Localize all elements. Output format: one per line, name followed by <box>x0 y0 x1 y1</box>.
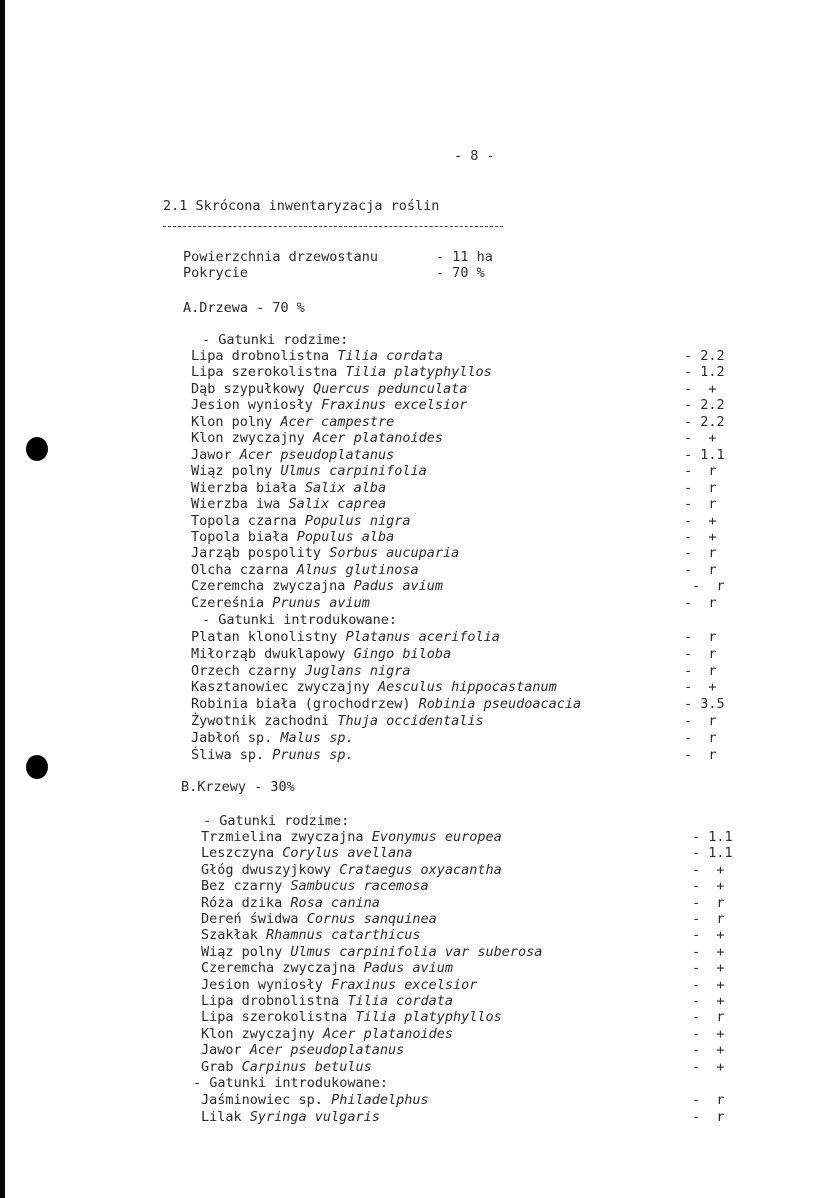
species-abundance-value: - + <box>684 380 717 397</box>
shrubs-native-heading: - Gatunki rodzime: <box>203 813 350 829</box>
species-common-name: Głóg dwuszyjkowy <box>201 861 332 878</box>
species-common-name: Dąb szypułkowy <box>191 380 305 397</box>
species-common-name: Klon polny <box>191 413 273 430</box>
species-common-name: Platan klonolistny <box>191 629 338 645</box>
species-row <box>191 397 467 414</box>
coverage-label: Pokrycie <box>183 265 249 281</box>
species-common-name: Dereń świdwa <box>201 911 299 927</box>
species-common-name: Wiąz polny <box>201 943 283 960</box>
species-abundance-value: - r <box>684 479 717 496</box>
species-latin-name: Padus avium <box>363 960 453 977</box>
species-common-name: Orzech czarny <box>191 662 297 679</box>
species-abundance-value: - r <box>692 911 725 927</box>
species-latin-name: Thuja occidentalis <box>337 713 484 729</box>
species-latin-name: Malus sp. <box>280 729 354 746</box>
species-latin-name: Juglans nigra <box>304 662 411 679</box>
area-label: Powierzchnia drzewostanu <box>183 249 379 265</box>
species-abundance-value: - r <box>684 561 717 578</box>
species-abundance-value: - r <box>684 746 717 763</box>
species-abundance-value: - + <box>684 528 717 545</box>
species-abundance-value: - 3.5 <box>684 696 725 713</box>
species-abundance-value: - 2.2 <box>684 397 725 414</box>
species-abundance-value: - 1.1 <box>684 446 725 463</box>
species-latin-name: Sorbus aucuparia <box>329 545 460 562</box>
species-row <box>201 1059 372 1076</box>
species-abundance-value: - + <box>692 878 725 895</box>
section-title-underline <box>163 226 503 227</box>
species-row <box>191 578 443 595</box>
species-latin-name: Philadelphus <box>331 1092 429 1108</box>
species-row <box>201 960 453 977</box>
species-abundance-value: - + <box>692 927 725 944</box>
species-latin-name: Salix caprea <box>288 496 387 513</box>
species-row <box>191 430 443 447</box>
species-common-name: Trzmielina zwyczajna <box>201 829 364 845</box>
species-row <box>191 713 484 730</box>
species-latin-name: Evonymus europea <box>371 829 502 845</box>
species-latin-name: Populus alba <box>296 528 395 545</box>
species-common-name: Jabłoń sp. <box>191 729 273 746</box>
species-latin-name: Gingo biloba <box>353 645 452 662</box>
species-row <box>201 845 412 862</box>
species-common-name: Wierzba biała <box>191 479 297 496</box>
species-row <box>201 993 453 1010</box>
species-common-name: Żywotnik zachodni <box>191 713 330 729</box>
species-row <box>201 829 502 846</box>
species-abundance-value: - + <box>692 993 725 1009</box>
species-abundance-value: - r <box>692 1108 725 1125</box>
species-latin-name: Corylus avellana <box>282 845 413 862</box>
species-abundance-value: - r <box>684 629 717 645</box>
species-common-name: Jesion wyniosły <box>191 397 313 414</box>
species-abundance-value: - r <box>684 496 717 513</box>
species-row <box>201 911 437 928</box>
species-latin-name: Acer platanoides <box>312 430 443 447</box>
species-row <box>191 562 419 579</box>
punch-hole-top <box>26 437 48 461</box>
species-abundance-value: - 1.1 <box>692 829 733 845</box>
species-abundance-value: - + <box>684 430 717 447</box>
species-abundance-value: - + <box>684 512 717 529</box>
species-abundance-value: - r <box>684 713 717 729</box>
species-abundance-value: - + <box>692 1025 725 1042</box>
species-latin-name: Padus avium <box>353 578 443 595</box>
species-common-name: Lilak <box>201 1108 242 1125</box>
species-latin-name: Fraxinus excelsior <box>331 976 478 993</box>
page-number: - 8 - <box>454 148 495 164</box>
species-common-name: Lipa drobnolistna <box>201 993 340 1009</box>
species-common-name: Czeremcha zwyczajna <box>191 578 346 595</box>
species-common-name: Czeremcha zwyczajna <box>201 960 356 977</box>
species-latin-name: Robinia pseudoacacia <box>418 696 582 713</box>
species-row <box>191 595 370 612</box>
species-row <box>191 513 410 530</box>
shrubs-heading: B.Krzewy - 30% <box>181 779 295 795</box>
species-abundance-value: - r <box>692 1009 725 1026</box>
species-latin-name: Sambucus racemosa <box>290 878 429 895</box>
species-latin-name: Tilia platyphyllos <box>345 364 492 381</box>
species-common-name: Olcha czarna <box>191 561 289 578</box>
species-row <box>191 629 500 646</box>
species-common-name: Jawor <box>191 446 232 463</box>
species-row <box>191 364 492 381</box>
species-latin-name: Quercus pedunculata <box>312 380 468 397</box>
species-common-name: Lipa szerokolistna <box>191 364 338 381</box>
species-abundance-value: - 2.2 <box>684 348 725 364</box>
species-abundance-value: - r <box>684 729 717 746</box>
species-latin-name: Salix alba <box>304 479 387 496</box>
species-row <box>201 944 542 961</box>
species-row <box>201 878 429 895</box>
species-row <box>191 381 467 398</box>
species-common-name: Kasztanowiec zwyczajny <box>191 679 370 696</box>
species-abundance-value: - + <box>692 1058 725 1075</box>
species-latin-name: Platanus acerifolia <box>345 629 500 645</box>
area-value: - 11 ha <box>436 249 493 265</box>
species-common-name: Śliwa sp. <box>191 746 265 763</box>
species-common-name: Wierzba iwa <box>191 496 281 513</box>
species-row <box>191 480 386 497</box>
punch-hole-bottom <box>26 755 48 779</box>
species-row <box>191 529 394 546</box>
species-latin-name: Alnus glutinosa <box>296 561 419 578</box>
species-latin-name: Rhamnus catarthicus <box>266 927 421 944</box>
species-abundance-value: - r <box>684 594 717 611</box>
species-common-name: Róża dzika <box>201 894 283 911</box>
species-latin-name: Carpinus betulus <box>241 1058 372 1075</box>
section-title: 2.1 Skrócona inwentaryzacja roślin <box>163 198 440 214</box>
shrubs-introduced-heading: - Gatunki introdukowane: <box>193 1075 389 1091</box>
species-abundance-value: - 2.2 <box>684 413 725 430</box>
species-latin-name: Tilia cordata <box>347 993 453 1009</box>
species-row <box>201 1042 404 1059</box>
species-row <box>201 862 502 879</box>
species-row <box>191 696 581 713</box>
species-latin-name: Crataegus oxyacantha <box>339 861 502 878</box>
species-common-name: Miłorząb dwuklapowy <box>191 645 346 662</box>
species-latin-name: Aesculus hippocastanum <box>377 679 557 696</box>
species-common-name: Wiąz polny <box>191 463 273 480</box>
species-latin-name: Acer pseudoplatanus <box>249 1042 405 1059</box>
species-common-name: Topola biała <box>191 528 289 545</box>
species-abundance-value: - r <box>684 578 725 595</box>
species-row <box>191 496 386 513</box>
species-abundance-value: - r <box>692 894 725 911</box>
species-latin-name: Fraxinus excelsior <box>321 397 468 414</box>
species-row <box>191 646 451 663</box>
trees-introduced-heading: - Gatunki introdukowane: <box>202 612 398 628</box>
species-abundance-value: - r <box>684 545 717 562</box>
species-latin-name: Tilia cordata <box>337 348 443 364</box>
species-abundance-value: - r <box>684 662 717 679</box>
species-row <box>191 447 394 464</box>
species-latin-name: Prunus sp. <box>272 746 354 763</box>
species-abundance-value: - + <box>692 960 725 977</box>
species-row <box>191 414 394 431</box>
species-abundance-value: - + <box>692 976 725 993</box>
species-row <box>201 1109 380 1126</box>
species-common-name: Lipa drobnolistna <box>191 348 330 364</box>
species-latin-name: Acer pseudoplatanus <box>239 446 395 463</box>
species-latin-name: Ulmus carpinifolia var suberosa <box>290 943 543 960</box>
species-common-name: Robinia biała (grochodrzew) <box>191 696 411 713</box>
species-common-name: Klon zwyczajny <box>201 1025 315 1042</box>
species-row <box>191 679 557 696</box>
species-common-name: Bez czarny <box>201 878 283 895</box>
species-common-name: Czereśnia <box>191 594 265 611</box>
trees-native-heading: - Gatunki rodzime: <box>202 332 349 348</box>
species-common-name: Lipa szerokolistna <box>201 1009 348 1026</box>
species-row <box>191 348 443 365</box>
species-row <box>191 747 354 764</box>
species-abundance-value: - + <box>692 861 725 878</box>
species-common-name: Jesion wyniosły <box>201 976 323 993</box>
species-abundance-value: - r <box>684 463 717 480</box>
species-common-name: Topola czarna <box>191 512 297 529</box>
species-abundance-value: - + <box>692 1042 725 1059</box>
species-row <box>191 545 459 562</box>
species-row <box>191 663 410 680</box>
species-row <box>201 1092 429 1109</box>
species-abundance-value: - + <box>692 943 725 960</box>
species-latin-name: Rosa canina <box>290 894 380 911</box>
species-latin-name: Ulmus carpinifolia <box>280 463 427 480</box>
species-abundance-value: - 1.1 <box>692 845 733 862</box>
coverage-value: - 70 % <box>436 265 485 281</box>
species-latin-name: Cornus sanquinea <box>306 911 437 927</box>
species-latin-name: Tilia platyphyllos <box>355 1009 502 1026</box>
species-row <box>201 895 380 912</box>
species-row <box>191 463 427 480</box>
species-abundance-value: - r <box>692 1092 725 1108</box>
species-row <box>201 927 420 944</box>
species-common-name: Klon zwyczajny <box>191 430 305 447</box>
species-latin-name: Syringa vulgaris <box>249 1108 380 1125</box>
species-latin-name: Prunus avium <box>272 594 370 611</box>
scan-left-edge <box>0 0 5 1198</box>
species-row <box>201 977 477 994</box>
species-common-name: Jaśminowiec sp. <box>201 1092 323 1108</box>
species-row <box>201 1026 453 1043</box>
species-abundance-value: - r <box>684 645 717 662</box>
species-common-name: Jawor <box>201 1042 242 1059</box>
species-latin-name: Acer platanoides <box>322 1025 453 1042</box>
species-row <box>201 1009 502 1026</box>
species-common-name: Grab <box>201 1058 234 1075</box>
species-common-name: Leszczyna <box>201 845 275 862</box>
trees-heading: A.Drzewa - 70 % <box>183 300 305 316</box>
species-row <box>191 730 354 747</box>
species-common-name: Jarząb pospolity <box>191 545 322 562</box>
species-abundance-value: - + <box>684 679 717 696</box>
species-abundance-value: - 1.2 <box>684 364 725 381</box>
species-common-name: Szakłak <box>201 927 258 944</box>
species-latin-name: Populus nigra <box>304 512 411 529</box>
species-latin-name: Acer campestre <box>280 413 395 430</box>
